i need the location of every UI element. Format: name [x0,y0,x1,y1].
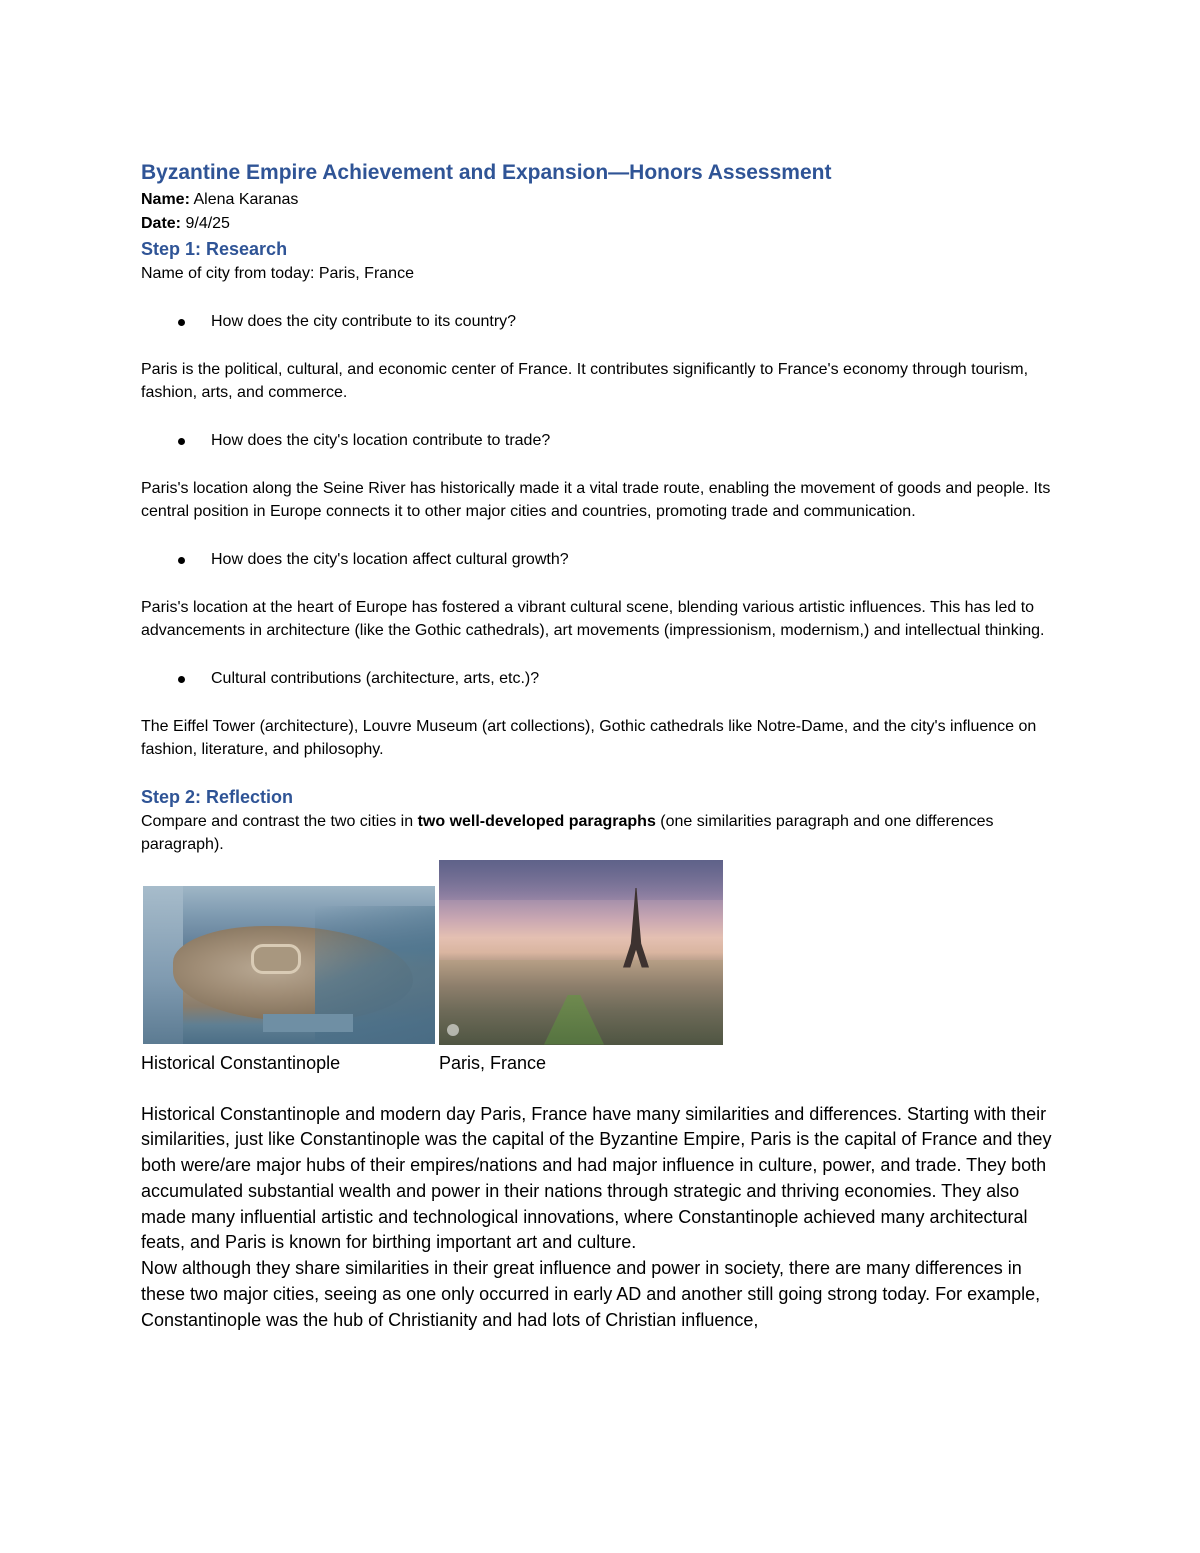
document-title: Byzantine Empire Achievement and Expansion—Honors Assessment [141,161,832,184]
date-line [141,212,1066,236]
question-4-text: Cultural contributions (architecture, arts, etc.)? [211,669,540,687]
prompt-bold-text: two well-developed paragraphs [417,812,656,830]
constantinople-image [143,886,435,1044]
answer-3: Paris's location at the heart of Europe has fostered a vibrant cultural scene, blending various artistic influences. This has led to advancements in architecture (like the Gothic cathedrals), art movements (impressionism, modernism,) and intellectual thinking. [141,598,1045,639]
step1-heading: Step 1: Research [141,239,288,259]
bullet-icon [178,319,185,326]
step2-heading: Step 2: Reflection [141,786,294,807]
bullet-icon [178,676,185,683]
reflection-prompt [141,810,1066,857]
prompt-text: Compare and contrast the two cities in [141,812,418,830]
date-value: 9/4/25 [185,215,230,232]
prompt-text-end: (one similarities paragraph and one differences paragraph). [141,812,994,853]
name-label: Name: [141,191,190,208]
question-1 [141,310,1066,334]
essay-paragraph-2: Now although they share similarities in their great influence and power in society, there are many differences in these two major cities, seeing as one only occurred in early AD and another still going strong today. For example, Constantinople was the hub of Christianity and had lots of Christian influence, [141,1258,1041,1330]
question-1-text: How does the city contribute to its country? [211,312,517,330]
question-3 [141,548,1066,572]
answer-2: Paris's location along the Seine River has historically made it a vital trade route, enabling the movement of goods and people. Its central position in Europe connects it to other major cities and countries, promoting trade and communication. [141,479,1051,520]
bullet-icon [178,438,185,445]
document-page [141,158,1066,1334]
question-4 [141,667,1066,691]
question-2 [141,429,1066,453]
answer-1: Paris is the political, cultural, and economic center of France. It contributes significantly to France's economy through tourism, fashion, arts, and commerce. [141,360,1029,401]
bullet-icon [178,557,185,564]
paris-image [439,860,723,1045]
eiffel-tower-shape [623,888,649,968]
date-label: Date: [141,215,182,232]
question-2-text: How does the city's location contribute to trade? [211,431,551,449]
caption-constantinople: Historical Constantinople [141,1052,341,1073]
caption-paris: Paris, France [439,1052,547,1073]
essay-paragraph-1: Historical Constantinople and modern day Paris, France have many similarities and differences. Starting with their similarities, just like Constantinople was the capital of the Byzantine Empire, Paris is the capital of France and they both were/are major hubs of their empires/nations and had major influence in culture, power, and trade. They both accumulated substantial wealth and power in their nations through strategic and thriving economies. They also made many influential artistic and technological innovations, where Constantinople achieved many architectural feats, and Paris is known for birthing important art and culture. [141,1103,1052,1253]
name-line [141,188,1066,212]
image-row [141,860,1066,1073]
name-value: Alena Karanas [193,191,299,208]
question-3-text: How does the city's location affect cultural growth? [211,550,569,568]
city-line: Name of city from today: Paris, France [141,265,414,282]
answer-4: The Eiffel Tower (architecture), Louvre Museum (art collections), Gothic cathedrals like Notre-Dame, and the city's influence on fashion, literature, and philosophy. [141,717,1037,758]
